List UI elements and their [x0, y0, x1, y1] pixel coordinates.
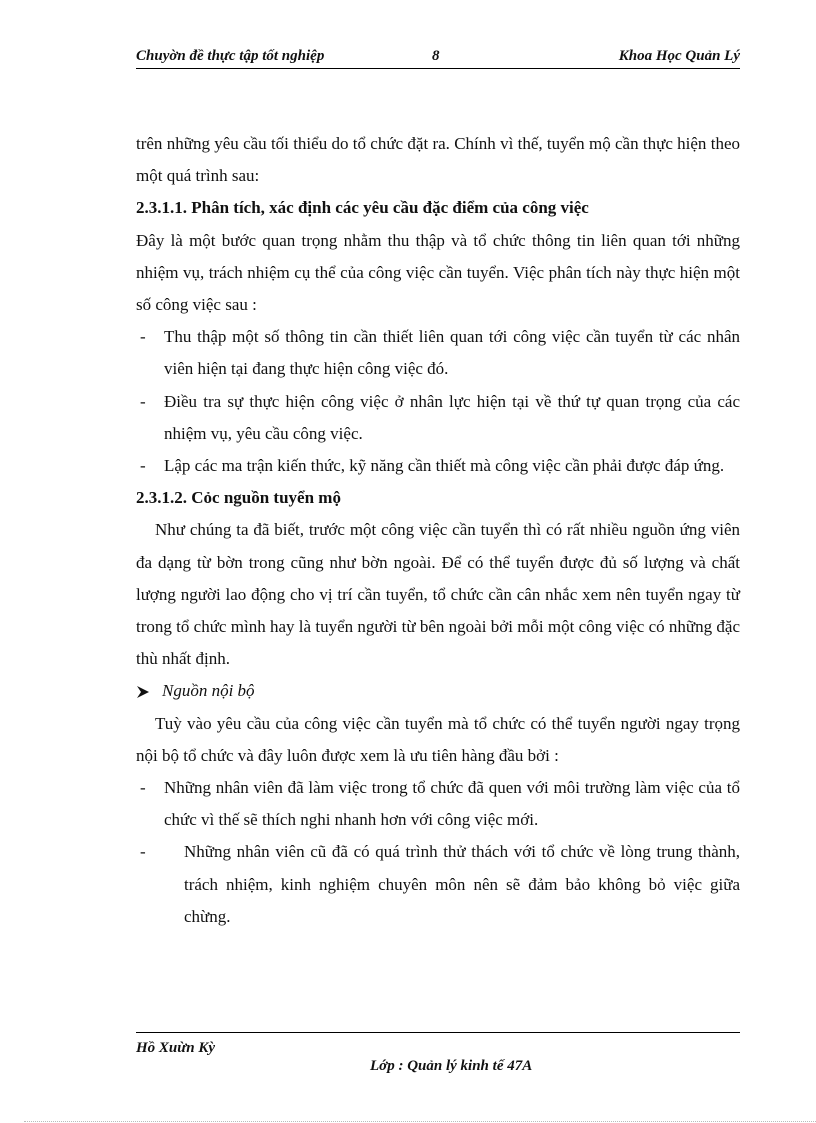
header-page-number: 8 [432, 48, 440, 64]
list-item [136, 450, 740, 482]
footer-author: Hồ Xuừn Kỳ [136, 1040, 216, 1056]
footer-class: Lớp : Quản lý kinh tế 47A [370, 1058, 533, 1074]
bullet-dash: - [140, 456, 146, 476]
bullet-dash: - [140, 391, 146, 411]
bullet-dash: - [140, 778, 146, 798]
list-item [136, 772, 740, 836]
page-body [136, 128, 740, 933]
list-item [136, 321, 740, 385]
list-item-text: Những nhân viên cũ đã có quá trình thử thách với tổ chức về lòng trung thành, trách nhiệm, kinh nghiệm chuyên môn nên sẽ đảm bảo không bỏ việc giữa chừng. [184, 842, 740, 926]
bullet-dash: - [140, 327, 146, 347]
subheading-internal-source [136, 675, 740, 707]
paragraph-job-analysis: Đây là một bước quan trọng nhằm thu thập và tổ chức thông tin liên quan tới những nhiệm vụ, trách nhiệm cụ thể của công việc cần tuyển. Việc phân tích này thực hiện một số công việc sau : [136, 230, 740, 315]
paragraph-recruitment-sources: Như chúng ta đã biết, trước một công việc cần tuyển thì có rất nhiều nguồn ứng viên đa dạng từ bờn trong cũng như bờn ngoài. Để có thể tuyển được đủ số lượng và chất lượng người lao động cho vị trí cần tuyển, tổ chức cần cân nhắc xem nên tuyển ngay từ trong tổ chức mình hay là tuyển người từ bên ngoài bởi mỗi một công việc có những đặc thù nhất định. [136, 520, 740, 669]
subheading-text: Nguồn nội bộ [162, 681, 255, 701]
header-faculty: Khoa Học Quản Lý [618, 48, 740, 64]
paragraph-internal-source: Tuỳ vào yêu cầu của công việc cần tuyển mà tổ chức có thể tuyển người ngay trọng nội bộ tổ chức và đây luôn được xem là ưu tiên hàng đầu bởi : [136, 713, 740, 765]
arrow-bullet-icon [136, 685, 162, 699]
bullet-dash: - [140, 842, 146, 862]
list-item-text: Những nhân viên đã làm việc trong tổ chức đã quen với môi trường làm việc của tổ chức vì thế sẽ thích nghi nhanh hơn với công việc mới. [164, 778, 740, 830]
section-heading-2-3-1-1: 2.3.1.1. Phân tích, xác định các yêu cầu đặc điểm của công việc [136, 198, 589, 218]
list-item-text: Điều tra sự thực hiện công việc ở nhân lực hiện tại về thứ tự quan trọng của các nhiệm vụ, yêu cầu công việc. [164, 391, 740, 443]
list-item [136, 836, 740, 933]
page-bottom-edge [24, 1121, 816, 1122]
list-item-text: Lập các ma trận kiến thức, kỹ năng cần thiết mà công việc cần phải được đáp ứng. [164, 456, 725, 476]
section-heading-2-3-1-2: 2.3.1.2. Cỏc nguồn tuyển mộ [136, 488, 341, 508]
page-header [136, 48, 740, 69]
header-document-title: Chuyờn đề thực tập tốt nghiệp [136, 48, 325, 64]
paragraph-intro: trên những yêu cầu tối thiểu do tổ chức đặt ra. Chính vì thế, tuyển mộ cần thực hiện theo một quá trình sau: [136, 134, 740, 186]
list-item-text: Thu thập một số thông tin cần thiết liên quan tới công việc cần tuyển từ các nhân viên hiện tại đang thực hiện công việc đó. [164, 327, 740, 379]
footer-divider [136, 1032, 740, 1033]
list-item [136, 386, 740, 450]
